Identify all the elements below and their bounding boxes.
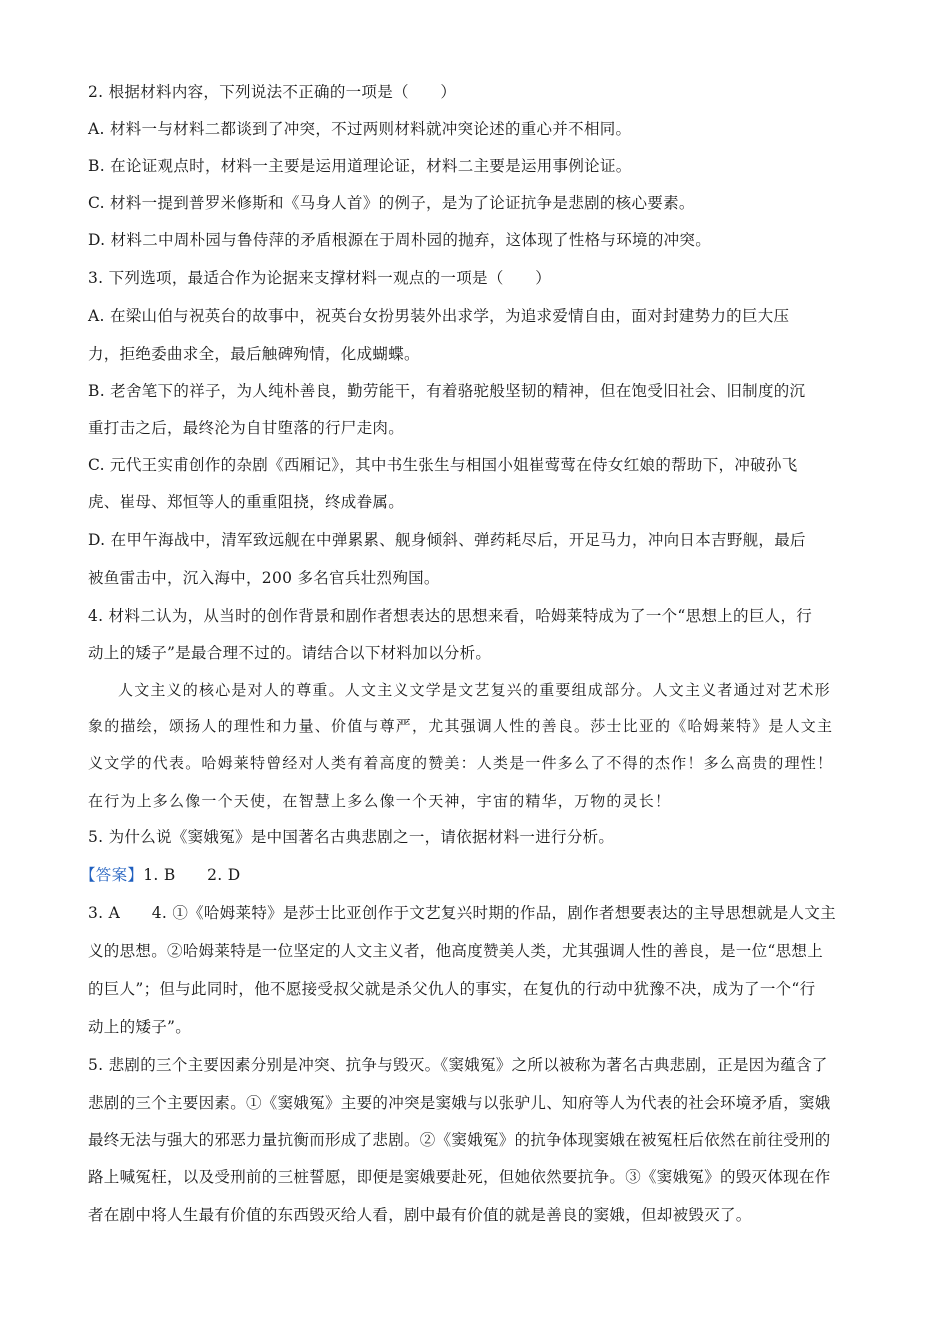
answer-5-line4: 路上喊冤枉，以及受刑前的三桩誓愿，即便是窦娥要赴死，但她依然要抗争。③《窦娥冤》的毁灭体现在作 — [88, 1168, 831, 1186]
answer-4-line3: 的巨人”；但与此同时，他不愿接受叔父就是杀父仇人的事实，在复仇的行动中犹豫不决，成为了一个“行 — [88, 980, 816, 998]
q2-option-a: A. 材料一与材料二都谈到了冲突，不过两则材料就冲突论述的重心并不相同。 — [88, 120, 632, 138]
answer-4-line4: 动上的矮子”。 — [88, 1018, 192, 1036]
answer-5-line1: 5. 悲剧的三个主要因素分别是冲突、抗争与毁灭。《窦娥冤》之所以被称为著名古典悲剧，正是因为蕴含了 — [88, 1056, 828, 1074]
q5-stem: 5. 为什么说《窦娥冤》是中国著名古典悲剧之一，请依据材料一进行分析。 — [88, 828, 615, 846]
q4-material-line2: 象的描绘，颂扬人的理性和力量、价值与尊严，尤其强调人性的善良。莎士比亚的《哈姆莱特》是人文主 — [88, 717, 834, 735]
answer-4-line1: 3. A 4. ①《哈姆莱特》是莎士比亚创作于文艺复兴时期的作品，剧作者想要表达的主导思想就是人文主 — [88, 904, 836, 922]
q3-option-a-line1: A. 在梁山伯与祝英台的故事中，祝英台女扮男装外出求学，为追求爱情自由，面对封建势力的巨大压 — [88, 307, 790, 325]
q3-option-d-line2: 被鱼雷击中，沉入海中，200 多名官兵壮烈殉国。 — [88, 569, 440, 587]
answer-line-1 — [80, 865, 240, 885]
q3-option-c-line1: C. 元代王实甫创作的杂剧《西厢记》，其中书生张生与相国小姐崔莺莺在侍女红娘的帮助下，冲破孙飞 — [88, 456, 798, 474]
q4-stem-line1: 4. 材料二认为，从当时的创作背景和剧作者想表达的思想来看，哈姆莱特成为了一个“思想上的巨人，行 — [88, 607, 813, 625]
q4-material-line3: 义文学的代表。哈姆莱特曾经对人类有着高度的赞美：人类是一件多么了不得的杰作！多么高贵的理性！ — [88, 754, 834, 772]
q3-option-d-line1: D. 在甲午海战中，清军致远舰在中弹累累、舰身倾斜、弹药耗尽后，开足马力，冲向日本吉野舰，最后 — [88, 531, 806, 549]
q4-stem-line2: 动上的矮子”是最合理不过的。请结合以下材料加以分析。 — [88, 644, 492, 662]
answer-4-line2: 义的思想。②哈姆莱特是一位坚定的人文主义者，他高度赞美人类，尤其强调人性的善良，是一位“思想上 — [88, 942, 824, 960]
q3-option-a-line2: 力，拒绝委曲求全，最后触碑殉情，化成蝴蝶。 — [88, 345, 420, 363]
q3-stem: 3. 下列选项，最适合作为论据来支撑材料一观点的一项是（ ） — [88, 269, 552, 287]
answer-5-line2: 悲剧的三个主要因素。①《窦娥冤》主要的冲突是窦娥与以张驴儿、知府等人为代表的社会环境矛盾，窦娥 — [88, 1094, 831, 1112]
answer-1-2: 1. B 2. D — [143, 866, 241, 884]
q3-option-c-line2: 虎、崔母、郑恒等人的重重阻挠，终成眷属。 — [88, 493, 405, 511]
answer-5-line5: 者在剧中将人生最有价值的东西毁灭给人看，剧中最有价值的就是善良的窦娥，但却被毁灭了。 — [88, 1206, 752, 1224]
q3-option-b-line2: 重打击之后，最终沦为自甘堕落的行尸走肉。 — [88, 419, 405, 437]
q4-material-line1: 人文主义的核心是对人的尊重。人文主义文学是文艺复兴的重要组成部分。人文主义者通过对艺术形 — [118, 681, 831, 699]
answer-tag: 【答案】 — [80, 866, 144, 884]
q2-option-d: D. 材料二中周朴园与鲁侍萍的矛盾根源在于周朴园的抛弃，这体现了性格与环境的冲突。 — [88, 231, 712, 249]
q2-option-b: B. 在论证观点时，材料一主要是运用道理论证，材料二主要是运用事例论证。 — [88, 157, 632, 175]
q4-material-line4: 在行为上多么像一个天使，在智慧上多么像一个天神，宇宙的精华，万物的灵长！ — [88, 792, 672, 810]
q2-option-c: C. 材料一提到普罗米修斯和《马身人首》的例子，是为了论证抗争是悲剧的核心要素。 — [88, 194, 695, 212]
q3-option-b-line1: B. 老舍笔下的祥子，为人纯朴善良，勤劳能干，有着骆驼般坚韧的精神，但在饱受旧社会、旧制度的沉 — [88, 382, 806, 400]
q2-stem: 2. 根据材料内容，下列说法不正确的一项是（ ） — [88, 83, 457, 101]
answer-5-line3: 最终无法与强大的邪恶力量抗衡而形成了悲剧。②《窦娥冤》的抗争体现窦娥在被冤枉后依然在前往受刑的 — [88, 1131, 831, 1149]
